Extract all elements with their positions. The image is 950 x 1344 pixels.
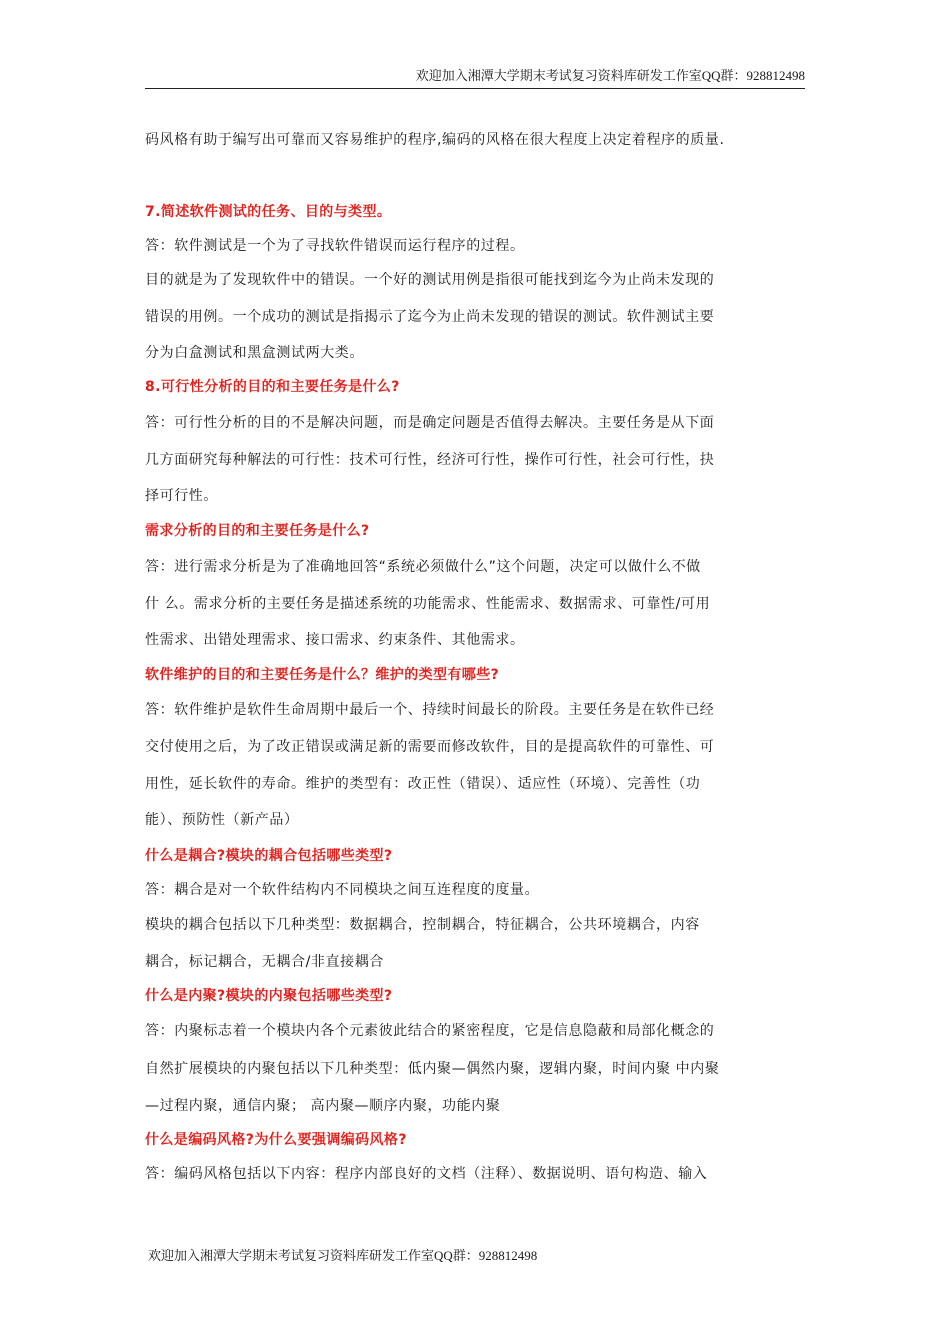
answer-text: 性需求、出错处理需求、接口需求、约束条件、其他需求。 xyxy=(145,632,525,648)
answer-text: 什 么。需求分析的主要任务是描述系统的功能需求、性能需求、数据需求、可靠性/可用 xyxy=(145,596,711,612)
answer-text: 几方面研究每种解法的可行性：技术可行性，经济可行性，操作可行性，社会可行性，抉 xyxy=(145,452,715,468)
answer-text: —过程内聚，通信内聚； 高内聚—顺序内聚，功能内聚 xyxy=(145,1098,501,1114)
answer-text: 模块的耦合包括以下几种类型：数据耦合，控制耦合，特征耦合，公共环境耦合，内容 xyxy=(145,917,700,933)
question-heading: 什么是编码风格?为什么要强调编码风格? xyxy=(145,1132,407,1148)
answer-text: 能）、预防性（新产品） xyxy=(145,812,299,828)
answer-text: 交付使用之后，为了改正错误或满足新的需要而修改软件，目的是提高软件的可靠性、可 xyxy=(145,739,715,755)
answer-text: 答：软件测试是一个为了寻找软件错误而运行程序的过程。 xyxy=(145,238,525,254)
answer-text: 分为白盒测试和黑盒测试两大类。 xyxy=(145,345,364,361)
answer-text: 答：进行需求分析是为了准确地回答“系统必须做什么”这个问题，决定可以做什么不做 xyxy=(145,559,701,575)
answer-text: 择可行性。 xyxy=(145,488,218,504)
answer-text: 答：编码风格包括以下内容：程序内部良好的文档（注释）、数据说明、语句构造、输入 xyxy=(145,1166,708,1182)
body-text: 码风格有助于编写出可靠而又容易维护的程序,编码的风格在很大程度上决定着程序的质量. xyxy=(145,132,725,148)
answer-text: 答：可行性分析的目的不是解决问题，而是确定问题是否值得去解决。主要任务是从下面 xyxy=(145,415,715,431)
answer-text: 答：耦合是对一个软件结构内不同模块之间互连程度的度量。 xyxy=(145,882,540,898)
question-heading: 什么是内聚?模块的内聚包括哪些类型? xyxy=(145,988,393,1004)
question-heading: 软件维护的目的和主要任务是什么？维护的类型有哪些? xyxy=(145,667,500,683)
question-heading: 什么是耦合?模块的耦合包括哪些类型? xyxy=(145,848,393,864)
answer-text: 错误的用例。一个成功的测试是指揭示了迄今为止尚未发现的错误的测试。软件测试主要 xyxy=(145,309,715,325)
question-heading: 7.简述软件测试的任务、目的与类型。 xyxy=(145,204,392,220)
answer-text: 答：内聚标志着一个模块内各个元素彼此结合的紧密程度，它是信息隐蔽和局部化概念的 xyxy=(145,1023,715,1039)
answer-text: 用性，延长软件的寿命。维护的类型有：改正性（错误）、适应性（环境）、完善性（功 xyxy=(145,776,701,792)
page-header: 欢迎加入湘潭大学期末考试复习资料库研发工作室QQ群：928812498 xyxy=(145,66,805,89)
question-heading: 8.可行性分析的目的和主要任务是什么? xyxy=(145,379,400,395)
answer-text: 自然扩展模块的内聚包括以下几种类型：低内聚—偶然内聚，逻辑内聚，时间内聚 中内聚 xyxy=(145,1061,720,1077)
answer-text: 耦合，标记耦合，无耦合/非直接耦合 xyxy=(145,954,384,970)
question-heading: 需求分析的目的和主要任务是什么? xyxy=(145,523,370,539)
page-footer: 欢迎加入湘潭大学期末考试复习资料库研发工作室QQ群：928812498 xyxy=(148,1248,538,1263)
answer-text: 答：软件维护是软件生命周期中最后一个、持续时间最长的阶段。主要任务是在软件已经 xyxy=(145,702,715,718)
answer-text: 目的就是为了发现软件中的错误。一个好的测试用例是指很可能找到迄今为止尚未发现的 xyxy=(145,272,715,288)
